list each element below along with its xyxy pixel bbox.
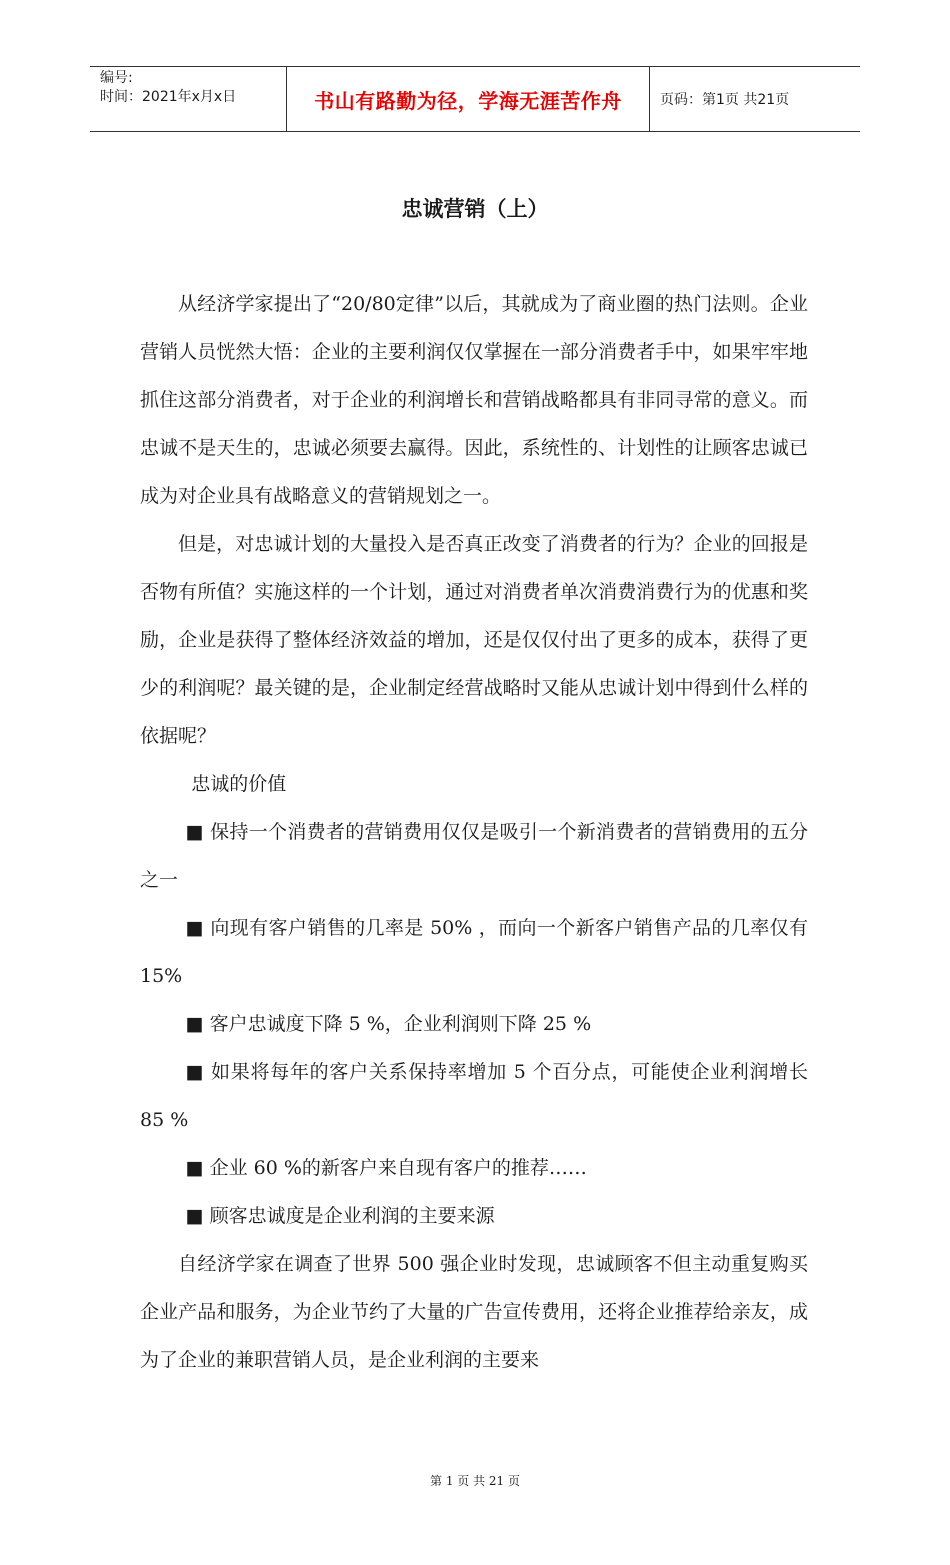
header-number-label: 编号:: [100, 70, 133, 86]
header-meta: [90, 67, 287, 131]
bullet-item: ■ 顾客忠诚度是企业利润的主要来源: [185, 1205, 495, 1227]
bullet-item: ■ 向现有客户销售的几率是 50% ，而向一个新客户销售产品的几率仅有 15%: [140, 917, 808, 987]
header-page-code: 页码：第1页 共21页: [660, 92, 790, 108]
bullet-item: ■ 企业 60 %的新客户来自现有客户的推荐……: [185, 1157, 587, 1179]
document-title: 忠诚营销（上）: [401, 197, 549, 221]
bullet-item: ■ 客户忠诚度下降 5 %，企业利润则下降 25 %: [185, 1013, 592, 1035]
section-subheading: 忠诚的价值: [191, 773, 287, 795]
body-paragraph: 从经济学家提出了“20/80定律”以后，其就成为了商业圈的热门法则。企业营销人员恍然大悟：企业的主要利润仅仅掌握在一部分消费者手中，如果牢牢地抓住这部分消费者，对于企业的利润增长和营销战略都具有非同寻常的意义。而忠诚不是天生的，忠诚必须要去赢得。因此，系统性的、计划性的让顾客忠诚已成为对企业具有战略意义的营销规划之一。: [140, 293, 808, 507]
header-motto: 书山有路勤为径，学海无涯苦作舟: [287, 67, 650, 131]
page-footer: 第 1 页 共 21 页: [430, 1474, 520, 1488]
document-body: [140, 280, 808, 1384]
page-header: [90, 66, 860, 132]
body-paragraph: 自经济学家在调查了世界 500 强企业时发现，忠诚顾客不但主动重复购买企业产品和服务，为企业节约了大量的广告宣传费用，还将企业推荐给亲友，成为了企业的兼职营销人员，是企业利润的主要来: [140, 1253, 808, 1371]
bullet-item: ■ 如果将每年的客户关系保持率增加 5 个百分点，可能使企业利润增长 85 %: [140, 1061, 808, 1131]
body-paragraph: 但是，对忠诚计划的大量投入是否真正改变了消费者的行为？企业的回报是否物有所值？实施这样的一个计划，通过对消费者单次消费消费行为的优惠和奖励，企业是获得了整体经济效益的增加，还是仅仅付出了更多的成本，获得了更少的利润呢？最关键的是，企业制定经营战略时又能从忠诚计划中得到什么样的依据呢？: [140, 533, 808, 747]
header-time-label: 时间：2021年x月x日: [100, 89, 237, 105]
bullet-item: ■ 保持一个消费者的营销费用仅仅是吸引一个新消费者的营销费用的五分之一: [140, 821, 808, 891]
